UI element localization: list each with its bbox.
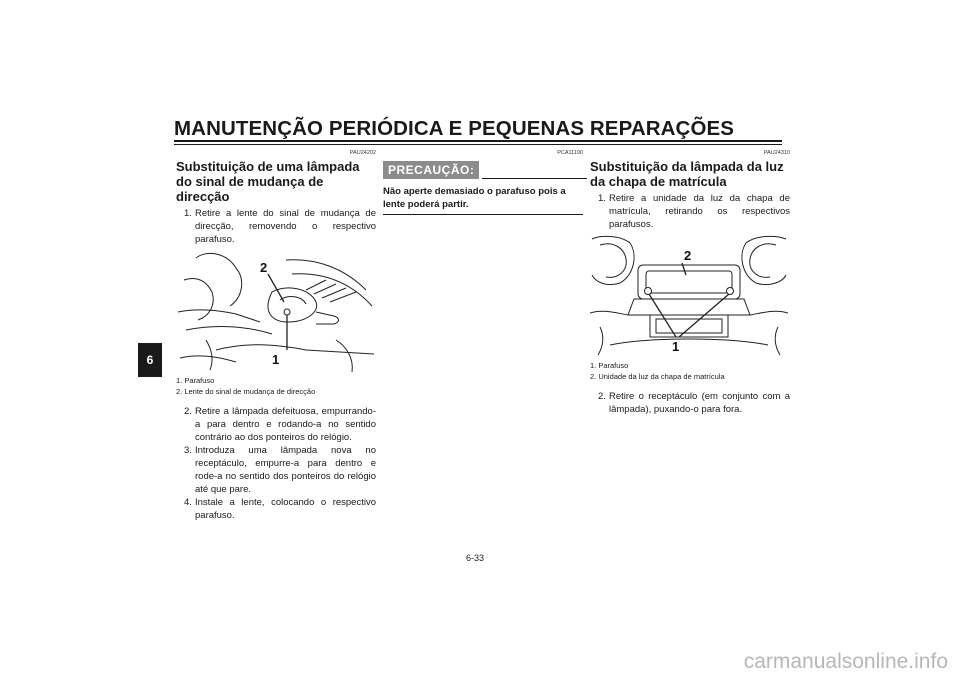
- section-heading: Substituição da lâmpada da luz da chapa de matrícula: [590, 159, 784, 189]
- step-number: 2.: [598, 391, 606, 402]
- step-text: Instale a lente, colocando o respectivo parafuso.: [195, 497, 376, 521]
- step-text: Retire o receptáculo (em conjunto com a lâmpada), puxando-o para fora.: [609, 391, 790, 415]
- figure-label-1: 1: [672, 339, 680, 354]
- figure-label-2: 2: [260, 260, 268, 275]
- header-rule: [174, 140, 782, 142]
- step-text: Introduza uma lâmpada nova no receptáculo, empurre-a para dentro e rode-a no sentido dos ponteiros do relógio até que pare.: [195, 445, 376, 495]
- section-turn-signal: [176, 150, 376, 522]
- step-item: [590, 390, 790, 416]
- step-number: 4.: [184, 497, 192, 508]
- caption-line: 1. Parafuso: [176, 376, 215, 385]
- chapter-tab: 6: [138, 343, 162, 377]
- turn-signal-illustration: [176, 250, 374, 373]
- caption-line: 2. Lente do sinal de mudança de direcção: [176, 387, 316, 396]
- figure-label-1: 1: [272, 352, 280, 367]
- step-number: 1.: [598, 193, 606, 204]
- step-item: [590, 192, 790, 231]
- figure-label-2: 2: [684, 248, 692, 263]
- figure-caption: [590, 360, 790, 382]
- step-number: 1.: [184, 208, 192, 219]
- section-heading: Substituição de uma lâmpada do sinal de mudança de direcção: [176, 159, 360, 204]
- figure-caption: [176, 375, 376, 397]
- caution-label: PRECAUÇÃO:: [383, 161, 479, 179]
- section-license-light: [590, 150, 790, 416]
- page-number: 6-33: [466, 553, 485, 563]
- caption-line: 2. Unidade da luz da chapa de matrícula: [590, 372, 725, 381]
- step-item: [176, 405, 376, 444]
- caution-text: Não aperte demasiado o parafuso pois a lente poderá partir.: [383, 185, 583, 215]
- step-text: Retire a lâmpada defeituosa, empurrando-a para dentro e rodando-a no sentido contrário ao dos ponteiros do relógio.: [195, 406, 376, 443]
- section-code: PAU24202: [349, 150, 376, 156]
- step-number: 2.: [184, 406, 192, 417]
- caution-header: [383, 161, 583, 179]
- step-text: Retire a unidade da luz da chapa de matrícula, retirando os respectivos parafusos.: [609, 193, 790, 230]
- caution-rule: [482, 178, 587, 179]
- section-code: PAU24310: [763, 150, 790, 156]
- caution-section: [383, 150, 583, 215]
- step-item: [176, 207, 376, 246]
- step-item: [176, 496, 376, 522]
- step-text: Retire a lente do sinal de mudança de direcção, removendo o respectivo parafuso.: [195, 208, 376, 245]
- page-title: MANUTENÇÃO PERIÓDICA E PEQUENAS REPARAÇÕES: [174, 117, 735, 140]
- step-item: [176, 444, 376, 496]
- header-rule-thin: [174, 144, 782, 145]
- section-code: PCA11190: [557, 150, 583, 156]
- step-number: 3.: [184, 445, 192, 456]
- license-light-illustration: [590, 235, 788, 358]
- watermark: carmanualsonline.info: [743, 650, 948, 673]
- caption-line: 1. Parafuso: [590, 361, 629, 370]
